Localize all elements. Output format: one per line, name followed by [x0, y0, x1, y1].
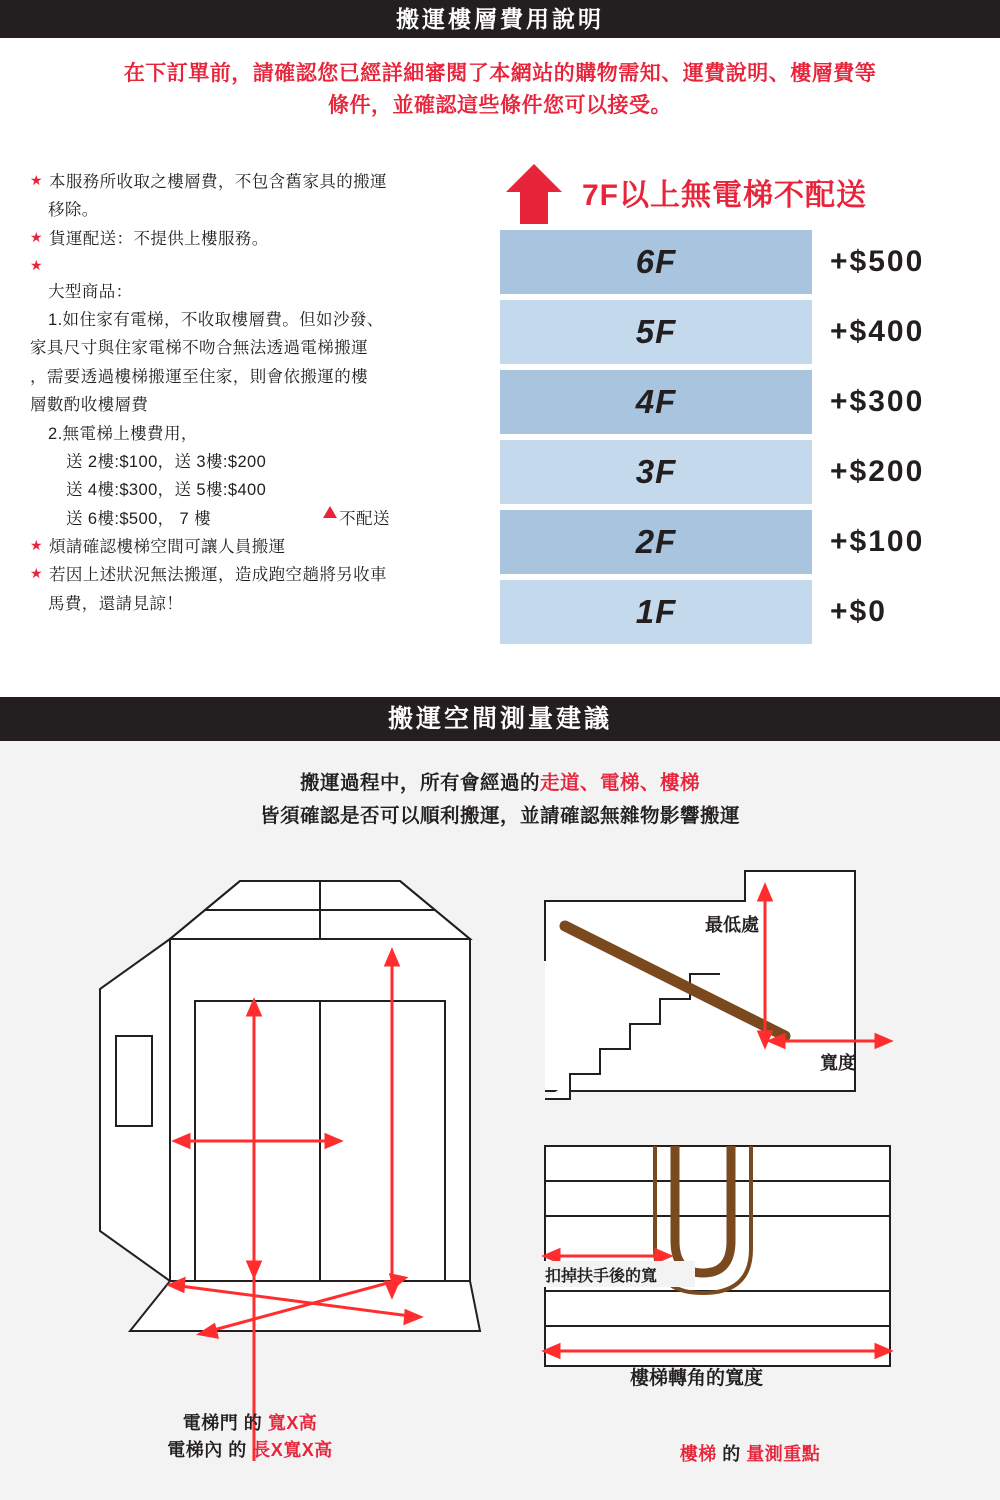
elevator-diagram [100, 881, 480, 1331]
list-item: 大型商品： [48, 282, 133, 301]
floor-price: +$200 [830, 455, 925, 488]
measure-intro [0, 741, 1000, 833]
warning-triangle-icon [323, 506, 337, 518]
star-icon: ★ [30, 257, 43, 274]
floor-row-1f [500, 580, 980, 647]
measure-diagrams [0, 861, 1000, 1461]
fee-section [0, 160, 1000, 690]
floor-label: 3F [635, 453, 677, 490]
floor-price: +$400 [830, 315, 925, 348]
label-lowest-point: 最低處 [705, 915, 759, 935]
stairs-diagram [545, 871, 855, 1099]
star-icon: ★ [30, 172, 43, 188]
intro-line-2: 條件，並確認這些條件您可以接受。 [328, 93, 672, 117]
label-handrail-width: 扣掉扶手後的寬 [545, 1268, 658, 1285]
floor-label: 4F [635, 383, 677, 420]
measure-intro-line-2: 皆須確認是否可以順利搬運，並請確認無雜物影響搬運 [259, 805, 740, 828]
floor-row-2f [500, 510, 980, 577]
floor-row-6f [500, 230, 980, 297]
floor-label: 5F [635, 313, 677, 350]
elevator-caption-line-2: 電梯內 的 長X寬X高 [167, 1440, 333, 1460]
list-item: ，需要透過樓梯搬運至住家，則會依搬運的樓 [30, 367, 368, 386]
measure-intro-line-1: 搬運過程中，所有會經過的走道、電梯、樓梯 [299, 772, 701, 794]
floor-row-5f [500, 300, 980, 367]
floor-price: +$0 [830, 595, 887, 628]
list-item: ★ 本服務所收取之樓層費，不包含舊家具的搬運 [30, 168, 500, 196]
elevator-caption-line-1: 電梯門 的 寬X高 [182, 1413, 318, 1433]
section-title-measure: 搬運空間測量建議 [0, 697, 1000, 741]
diagram-captions [0, 1410, 1000, 1490]
star-icon: ★ [30, 537, 43, 553]
list-item: 送 2樓:$100，送 3樓:$200 [66, 452, 267, 471]
floor-price: +$500 [830, 245, 925, 278]
star-icon: ★ [30, 228, 43, 245]
floor-box [500, 440, 812, 504]
diagram-svg [0, 861, 1000, 1461]
floor-label: 2F [635, 523, 677, 560]
floor-fee-diagram [500, 160, 980, 650]
floor-row-3f [500, 440, 980, 507]
floor-box [500, 230, 812, 294]
label-corner-width: 樓梯轉角的寬度 [630, 1368, 764, 1389]
list-item: 馬費，還請見諒！ [48, 594, 184, 613]
floor-label: 6F [635, 243, 677, 280]
no-delivery-note: 7F以上無電梯不配送 [582, 179, 868, 212]
floor-price: +$100 [830, 525, 925, 558]
stairs-caption: 樓梯 的 量測重點 [679, 1444, 821, 1464]
fee-notes-list [30, 168, 500, 618]
floor-box [500, 370, 812, 434]
list-item: 家具尺寸與住家電梯不吻合無法透過電梯搬運 [30, 339, 368, 358]
measure-section [0, 741, 1000, 1500]
floor-box [500, 510, 812, 574]
elevator-caption [0, 1410, 500, 1464]
list-item: 1.如住家有電梯，不收取樓層費。但如沙發、 [48, 311, 384, 329]
label-width: 寬度 [820, 1053, 856, 1073]
up-arrow-icon [504, 162, 564, 226]
floor-box [500, 580, 812, 644]
intro-text [0, 58, 1000, 121]
list-item: 移除。 [48, 201, 99, 220]
floor-label: 1F [635, 593, 677, 630]
list-item: ★ 若因上述狀況無法搬運，造成跑空趟將另收車 [30, 561, 500, 589]
floor-row-4f [500, 370, 980, 437]
list-item: ★ 貨運配送：不提供上樓服務。 [30, 225, 500, 253]
list-item: 送 4樓:$300，送 5樓:$400 [66, 481, 267, 500]
list-item: 層數酌收樓層費 [30, 396, 149, 415]
page-title: 搬運樓層費用說明 [0, 0, 1000, 38]
star-icon: ★ [30, 565, 43, 582]
list-item: ★ 煩請確認樓梯空間可讓人員搬運 [30, 533, 500, 561]
list-item: 2.無電梯上樓費用， [48, 424, 198, 443]
intro-line-1: 在下訂單前，請確認您已經詳細審閱了本網站的購物需知、運費說明、樓層費等 [123, 62, 877, 85]
list-item [30, 253, 500, 278]
no-delivery-row [500, 160, 980, 230]
floor-box [500, 300, 812, 364]
list-item: 送 6樓:$500， 7 樓 不配送 [30, 505, 500, 533]
floor-price: +$300 [830, 385, 925, 418]
